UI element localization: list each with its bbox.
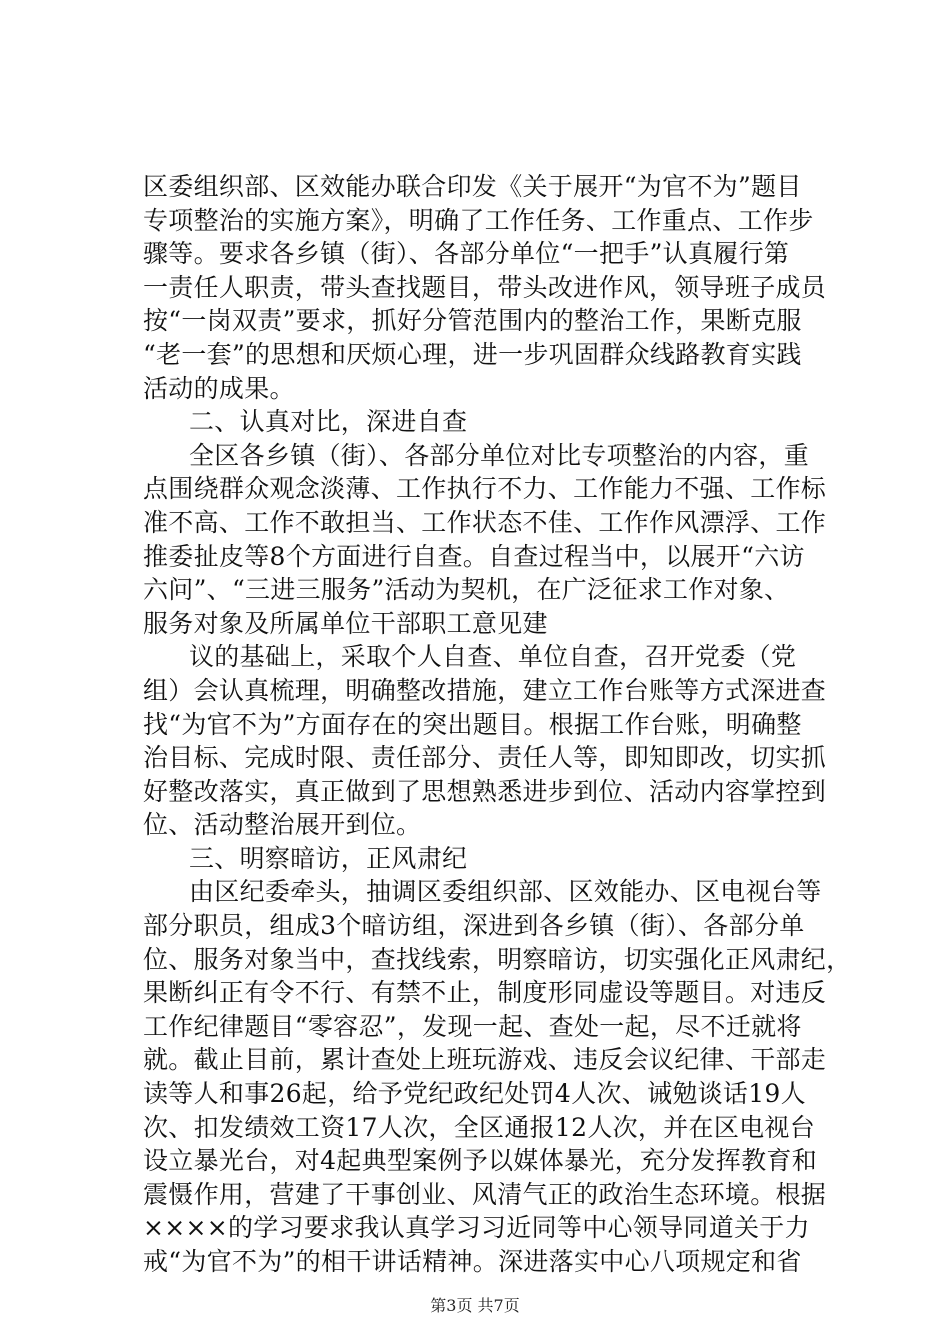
text-line: 读等人和事26起，给予党纪政纪处罚4人次、诫勉谈话19人 [143,1079,806,1109]
section-heading: 二、认真对比，深进自查 [189,407,468,437]
text-line: 戒“为官不为”的相干讲话精神。深进落实中心八项规定和省 [143,1247,802,1276]
text-line: 活动的成果。 [143,373,295,403]
text-line: 设立暴光台，对4起典型案例予以媒体暴光，充分发挥教育和 [143,1146,818,1176]
page-footer [0,1296,950,1316]
text-line: 震慑作用，营建了干事创业、风清气正的政治生态环境。根据 [143,1179,827,1209]
text-line: 点围绕群众观念淡薄、工作执行不力、工作能力不强、工作标 [143,474,827,504]
text-line: 部分职员，组成3个暗访组，深进到各乡镇（街）、各部分单 [143,911,805,941]
text-line: 专项整治的实施方案》，明确了工作任务、工作重点、工作步 [143,205,814,235]
text-line: 服务对象及所属单位干部职工意见建 [143,608,548,638]
text-line: 好整改落实，真正做到了思想熟悉进步到位、活动内容掌控到 [143,776,827,806]
body-text [143,170,852,1279]
text-line: 治目标、完成时限、责任部分、责任人等，即知即改，切实抓 [143,743,827,773]
text-line: 位、服务对象当中，查找线索，明察暗访，切实强化正风肃纪， [143,944,852,974]
text-line: 一责任人职责，带头查找题目，带头改进作风，领导班子成员 [143,272,827,302]
text-line: 六问”、“三进三服务”活动为契机，在广泛征求工作对象、 [143,575,790,605]
text-line: 就。截止目前，累计查处上班玩游戏、违反会议纪律、干部走 [143,1045,827,1075]
section-heading: 三、明察暗访，正风肃纪 [189,843,468,873]
text-line: ××××的学习要求我认真学习习近同等中心领导同道关于力 [143,1213,810,1243]
text-line: “老一套”的思想和厌烦心理，进一步巩固群众线路教育实践 [143,339,802,369]
text-line: 议的基础上，采取个人自查、单位自查，召开党委（党 [189,642,797,672]
text-line: 按“一岗双责”要求，抓好分管范围内的整治工作，果断克服 [143,306,802,336]
text-line: 区委组织部、区效能办联合印发《关于展开“为官不为”题目 [143,172,802,201]
text-line: 果断纠正有令不行、有禁不止，制度形同虚设等题目。对违反 [143,978,827,1008]
text-line: 找“为官不为”方面存在的突出题目。根据工作台账，明确整 [143,709,802,739]
text-line: 组）会认真梳理，明确整改措施，建立工作台账等方式深进查 [143,675,827,705]
text-line: 次、扣发绩效工资17人次，全区通报12人次，并在区电视台 [143,1112,816,1142]
text-line: 由区纪委牵头，抽调区委组织部、区效能办、区电视台等 [189,877,822,907]
text-line: 全区各乡镇（街）、各部分单位对比专项整治的内容，重 [189,440,810,470]
page-number: 第3页 共7页 [430,1296,520,1315]
text-line: 工作纪律题目“零容忍”，发现一起、查处一起，尽不迁就将 [143,1011,802,1041]
text-line: 位、活动整治展开到位。 [143,810,422,840]
text-line: 推委扯皮等8个方面进行自查。自查过程当中，以展开“六访 [143,541,805,571]
text-line: 准不高、工作不敢担当、工作状态不佳、工作作风漂浮、工作 [143,507,827,537]
text-line: 骤等。要求各乡镇（街）、各部分单位“一把手”认真履行第 [143,239,790,269]
